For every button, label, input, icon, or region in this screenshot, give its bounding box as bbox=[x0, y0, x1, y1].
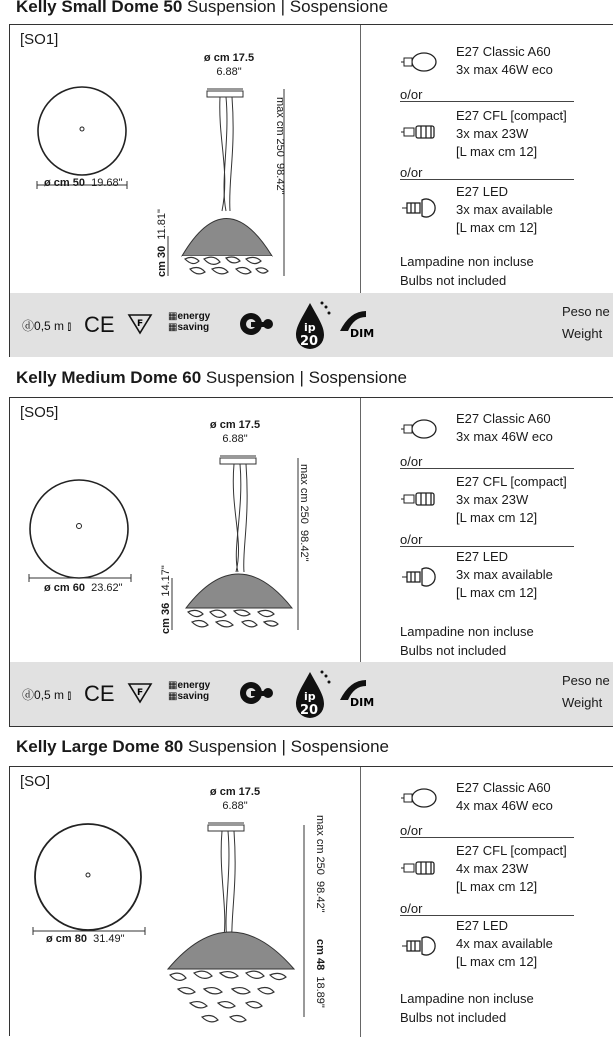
dim-label: DIM bbox=[350, 327, 375, 339]
weight-en: Weight bbox=[562, 695, 603, 710]
ip-label: ip bbox=[304, 690, 316, 703]
energy-saving-icon: ▦energy ▦saving bbox=[168, 680, 211, 702]
product-code: [SO1] bbox=[20, 31, 59, 48]
cable-max-in: 98.42" bbox=[298, 530, 310, 562]
diameter-label bbox=[44, 582, 123, 594]
bulbs-note-it: Lampadine non incluse bbox=[400, 254, 534, 269]
lamp-type: E27 CFL [compact] bbox=[456, 843, 567, 858]
distance-label: 0,5 m bbox=[34, 319, 65, 333]
lamp-option-cfl bbox=[456, 107, 567, 161]
cable-max-in: 98.42" bbox=[314, 881, 326, 913]
lamp-wattage: 3x max 46W eco bbox=[456, 62, 553, 77]
ip-rating: 20 bbox=[300, 334, 319, 349]
section-title bbox=[16, 368, 407, 388]
cable-dimension bbox=[274, 97, 286, 194]
lamp-option-classic bbox=[456, 410, 553, 446]
column-divider bbox=[360, 398, 361, 662]
lamp-option-led bbox=[456, 548, 553, 602]
plan-view-drawing bbox=[28, 478, 130, 580]
cable-dimension bbox=[314, 815, 326, 912]
lamp-wattage: 4x max 23W bbox=[456, 861, 529, 876]
section-title bbox=[16, 737, 389, 757]
f-mark-label: F bbox=[137, 688, 144, 698]
or-separator: o/or bbox=[400, 532, 423, 547]
distance-symbol: ⓓ0,5 m ⫾ bbox=[22, 688, 72, 702]
canopy-dimension bbox=[200, 418, 270, 446]
bulbs-note-it: Lampadine non incluse bbox=[400, 991, 534, 1006]
ip-rating: 20 bbox=[300, 703, 319, 718]
canopy-cm: ø cm 17.5 bbox=[209, 786, 261, 798]
spec-top bbox=[10, 25, 613, 294]
cable-max-in: 98.42" bbox=[274, 163, 286, 195]
classic-bulb-icon bbox=[398, 418, 438, 440]
cable-dimension bbox=[298, 464, 310, 561]
option-rule bbox=[400, 837, 574, 838]
lamp-length: [L max cm 12] bbox=[456, 585, 538, 600]
weight-label bbox=[562, 301, 610, 345]
diameter-in: 23.62" bbox=[91, 582, 123, 594]
option-rule bbox=[400, 915, 574, 916]
ip20-drop-icon bbox=[292, 668, 332, 720]
lamp-option-classic bbox=[456, 43, 553, 79]
plan-view-drawing bbox=[32, 821, 144, 933]
cable-max-cm: max cm 250 bbox=[314, 815, 326, 875]
lamp-length: [L max cm 12] bbox=[456, 954, 538, 969]
spec-card bbox=[9, 24, 613, 357]
shade-height-cm: cm 48 bbox=[314, 939, 326, 971]
lamp-type: E27 CFL [compact] bbox=[456, 108, 567, 123]
shade-height-dimension bbox=[314, 939, 326, 1008]
energy-line1: energy bbox=[177, 311, 211, 322]
diameter-label bbox=[44, 177, 123, 189]
bulbs-note-it: Lampadine non incluse bbox=[400, 624, 534, 639]
lamp-type: E27 LED bbox=[456, 918, 509, 933]
weight-it: Peso ne bbox=[562, 673, 610, 688]
led-bulb-icon bbox=[398, 935, 440, 957]
lamp-wattage: 4x max 46W eco bbox=[456, 798, 553, 813]
or-separator: o/or bbox=[400, 823, 423, 838]
spec-top bbox=[10, 398, 613, 663]
column-divider bbox=[360, 767, 361, 1037]
lamp-length: [L max cm 12] bbox=[456, 510, 538, 525]
lamp-wattage: 3x max available bbox=[456, 567, 553, 582]
option-rule bbox=[400, 546, 574, 547]
classic-bulb-icon bbox=[398, 51, 438, 73]
canopy-in: 6.88" bbox=[222, 433, 248, 445]
certification-bar bbox=[10, 662, 613, 726]
led-bulb-icon bbox=[398, 566, 440, 588]
product-type: Suspension | Sospensione bbox=[183, 737, 389, 756]
shade-height-in: 14.17" bbox=[160, 565, 172, 597]
lamp-type: E27 Classic A60 bbox=[456, 44, 551, 59]
led-bulb-icon bbox=[398, 197, 440, 219]
or-separator: o/or bbox=[400, 454, 423, 469]
cfl-bulb-icon bbox=[398, 121, 440, 143]
section-title bbox=[16, 0, 388, 17]
bulbs-note bbox=[400, 989, 534, 1027]
diameter-cm: ø cm 60 bbox=[44, 582, 85, 594]
ce-mark-icon: CE bbox=[84, 312, 115, 337]
option-rule bbox=[400, 101, 574, 102]
lamp-type: E27 CFL [compact] bbox=[456, 474, 567, 489]
diameter-in: 19.68" bbox=[91, 177, 123, 189]
option-rule bbox=[400, 179, 574, 180]
distance-label: 0,5 m bbox=[34, 688, 65, 702]
f-mark-label: F bbox=[137, 319, 144, 329]
lamp-option-led bbox=[456, 183, 553, 237]
lamp-type: E27 LED bbox=[456, 549, 509, 564]
spec-card bbox=[9, 766, 613, 1036]
classic-bulb-icon bbox=[398, 787, 438, 809]
distance-symbol: ⓓ0,5 m ⫾ bbox=[22, 319, 72, 333]
gost-mark-icon bbox=[238, 680, 278, 706]
dim-label: DIM bbox=[350, 696, 375, 708]
cfl-bulb-icon bbox=[398, 488, 440, 510]
option-rule bbox=[400, 468, 574, 469]
shade-height-cm: cm 36 bbox=[160, 602, 172, 634]
bulbs-note-en: Bulbs not included bbox=[400, 643, 507, 658]
canopy-cm: ø cm 17.5 bbox=[203, 52, 255, 64]
lamp-option-cfl bbox=[456, 473, 567, 527]
dimmable-icon bbox=[336, 309, 378, 339]
lamp-wattage: 3x max 23W bbox=[456, 492, 529, 507]
diameter-label bbox=[46, 933, 125, 945]
shade-height-in: 11.81" bbox=[156, 209, 168, 240]
bulbs-note bbox=[400, 622, 534, 660]
lamp-length: [L max cm 12] bbox=[456, 220, 538, 235]
lamp-length: [L max cm 12] bbox=[456, 879, 538, 894]
ip20-drop-icon bbox=[292, 299, 332, 351]
product-type: Suspension | Sospensione bbox=[182, 0, 389, 16]
lamp-type: E27 Classic A60 bbox=[456, 780, 551, 795]
f-mark-icon bbox=[127, 313, 153, 335]
cfl-bulb-icon bbox=[398, 857, 440, 879]
ip-label: ip bbox=[304, 321, 316, 334]
elevation-drawing bbox=[158, 450, 308, 640]
lamp-wattage: 4x max available bbox=[456, 936, 553, 951]
spec-top bbox=[10, 767, 613, 1037]
bulbs-note-en: Bulbs not included bbox=[400, 273, 507, 288]
canopy-cm: ø cm 17.5 bbox=[209, 419, 261, 431]
canopy-in: 6.88" bbox=[222, 800, 248, 812]
cable-max-cm: max cm 250 bbox=[298, 464, 310, 524]
lamp-option-cfl bbox=[456, 842, 567, 896]
shade-height-cm: cm 30 bbox=[156, 245, 168, 277]
energy-line2: saving bbox=[177, 322, 210, 333]
product-name: Kelly Large Dome 80 bbox=[16, 737, 184, 756]
dimmable-icon bbox=[336, 678, 378, 708]
lamp-wattage: 3x max 23W bbox=[456, 126, 529, 141]
or-separator: o/or bbox=[400, 901, 423, 916]
certification-bar bbox=[10, 293, 613, 357]
f-mark-icon bbox=[127, 682, 153, 704]
elevation-drawing bbox=[160, 817, 310, 1037]
lamp-wattage: 3x max available bbox=[456, 202, 553, 217]
diameter-cm: ø cm 80 bbox=[46, 933, 87, 945]
energy-saving-icon: ▦energy ▦saving bbox=[168, 311, 211, 333]
lamp-option-led bbox=[456, 917, 553, 971]
or-separator: o/or bbox=[400, 165, 423, 180]
shade-height-dimension bbox=[160, 565, 172, 634]
lamp-type: E27 LED bbox=[456, 184, 509, 199]
weight-en: Weight bbox=[562, 326, 603, 341]
plan-view-drawing bbox=[36, 85, 128, 177]
diameter-cm: ø cm 50 bbox=[44, 177, 85, 189]
canopy-dimension bbox=[194, 51, 264, 79]
product-type: Suspension | Sospensione bbox=[201, 368, 407, 387]
spec-card bbox=[9, 397, 613, 727]
shade-height-in: 18.89" bbox=[314, 976, 326, 1008]
weight-label bbox=[562, 670, 610, 714]
bulbs-note-en: Bulbs not included bbox=[400, 1010, 507, 1025]
lamp-wattage: 3x max 46W eco bbox=[456, 429, 553, 444]
lamp-option-classic bbox=[456, 779, 553, 815]
product-code: [SO] bbox=[20, 773, 51, 790]
lamp-length: [L max cm 12] bbox=[456, 144, 538, 159]
diameter-in: 31.49" bbox=[93, 933, 125, 945]
diameter-dimension-line bbox=[28, 574, 132, 582]
canopy-dimension bbox=[200, 785, 270, 813]
product-code: [SO5] bbox=[20, 404, 59, 421]
energy-line2: saving bbox=[177, 691, 210, 702]
lamp-type: E27 Classic A60 bbox=[456, 411, 551, 426]
energy-line1: energy bbox=[177, 680, 211, 691]
product-name: Kelly Medium Dome 60 bbox=[16, 368, 202, 387]
weight-it: Peso ne bbox=[562, 304, 610, 319]
ce-mark-icon: CE bbox=[84, 681, 115, 706]
column-divider bbox=[360, 25, 361, 293]
cable-max-cm: max cm 250 bbox=[274, 97, 286, 157]
shade-height-dimension bbox=[156, 209, 168, 277]
product-name: Kelly Small Dome 50 bbox=[16, 0, 183, 16]
or-separator: o/or bbox=[400, 87, 423, 102]
canopy-in: 6.88" bbox=[216, 66, 242, 78]
gost-mark-icon bbox=[238, 311, 278, 337]
bulbs-note bbox=[400, 252, 534, 290]
